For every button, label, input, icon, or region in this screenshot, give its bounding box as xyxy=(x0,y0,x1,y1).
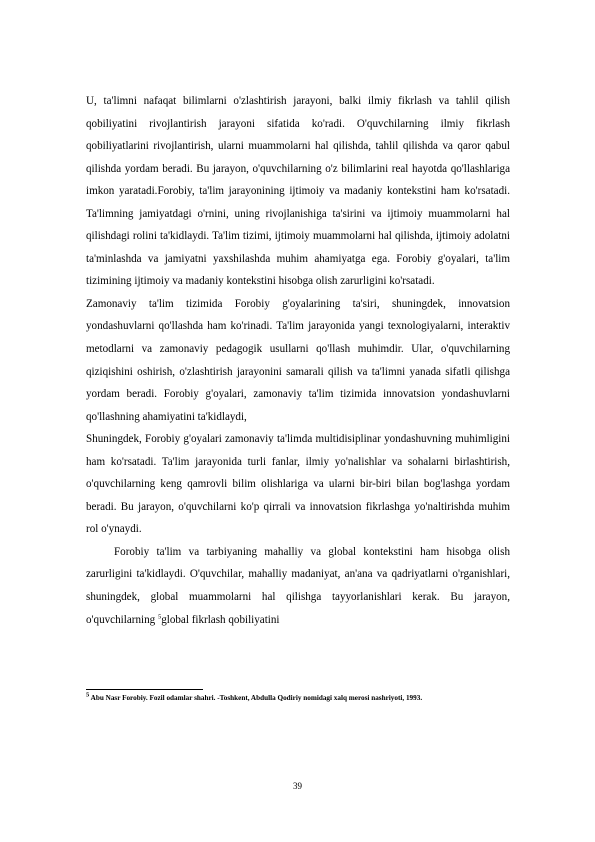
paragraph-4-text-end: global fikrlash qobiliyatini xyxy=(161,613,280,626)
footnote-separator xyxy=(86,689,203,690)
page-number: 39 xyxy=(293,781,302,791)
page-body xyxy=(86,90,510,631)
paragraph-3: Shuningdek, Forobiy g'oyalari zamonaviy ta'limda multidisiplinar yondashuvning muhimligini ham ko'rsatadi. Ta'lim jarayonida turli fanlar, ilmiy yo'nalishlar va sohalarni birlashtirish, o'quvchilarning keng qamrovli bilim olishlariga va ularni bir-biri bilan bog'lashga yordam beradi. Bu jarayon, o'quvchilarni ko'p qirrali va innovatsion fikrlashga yo'naltirishda muhim rol o'ynaydi. xyxy=(86,433,510,536)
footnote-text: Abu Nasr Forobiy. Fozil odamlar shahri. -Toshkent, Abdulla Qodiriy nomidagi xalq merosi nashriyoti, 1993. xyxy=(89,694,423,702)
footnote-reference: 5 xyxy=(157,612,162,620)
paragraph-2: Zamonaviy ta'lim tizimida Forobiy g'oyalarining ta'siri, shuningdek, innovatsion yondashuvlarni qo'llashda ham ko'rinadi. Ta'lim jarayonida yangi texnologiyalarni, interaktiv metodlarni va zamonaviy pedagogik usullarni qo'llash muhimdir. Ular, o'quvchilarning qiziqishini oshirish, o'zlashtirish jarayonini samarali qilish va ta'limni yanada sifatli qilishga yordam beradi. Forobiy g'oyalari, zamonaviy ta'lim tizimida innovatsion yondashuvlarni qo'llashning ahamiyatini ta'kidlaydi, xyxy=(86,297,510,423)
footnote-marker: 5 xyxy=(86,691,90,699)
footnote xyxy=(86,693,526,703)
paragraph-1: U, ta'limni nafaqat bilimlarni o'zlashtirish jarayoni, balki ilmiy fikrlash va tahlil qilish qobiliyatini rivojlantirish jarayoni sifatida ko'radi. O'quvchilarning ilmiy fikrlash qobiliyatlarini rivojlantirish, ularni muammolarni hal qilishda, tahlil qilishda va qaror qabul qilishda yordam beradi. Bu jarayon, o'quvchilarning o'z bilimlarini real hayotda qo'llashlariga imkon yaratadi.Forobiy, ta'lim jarayonining ijtimoiy va madaniy kontekstini ham ko'rsatadi. Ta'limning jamiyatdagi o'rnini, uning rivojlanishiga ta'sirini va ijtimoiy muammolarni hal qilishdagi rolini ta'kidlaydi. Ta'lim tizimi, ijtimoiy muammolarni hal qilishda, ijtimoiy adolatni ta'minlashda va jamiyatni yaxshilashda muhim ahamiyatga ega. Forobiy g'oyalari, ta'lim tizimining ijtimoiy va madaniy kontekstini hisobga olish zarurligini ko'rsatadi. xyxy=(86,95,510,288)
paragraph-4-text-start: Forobiy ta'lim va tarbiyaning mahalliy va global kontekstini ham hisobga olish zarurligini ta'kidlaydi. O'quvchilar, mahalliy madaniyat, an'ana va qadriyatlarni o'rganishlari, shuningdek, global muammolarni hal qilishga tayyorlanishlari kerak. Bu jarayon, o'quvchilarning xyxy=(86,545,510,626)
paragraph-4 xyxy=(86,541,510,631)
